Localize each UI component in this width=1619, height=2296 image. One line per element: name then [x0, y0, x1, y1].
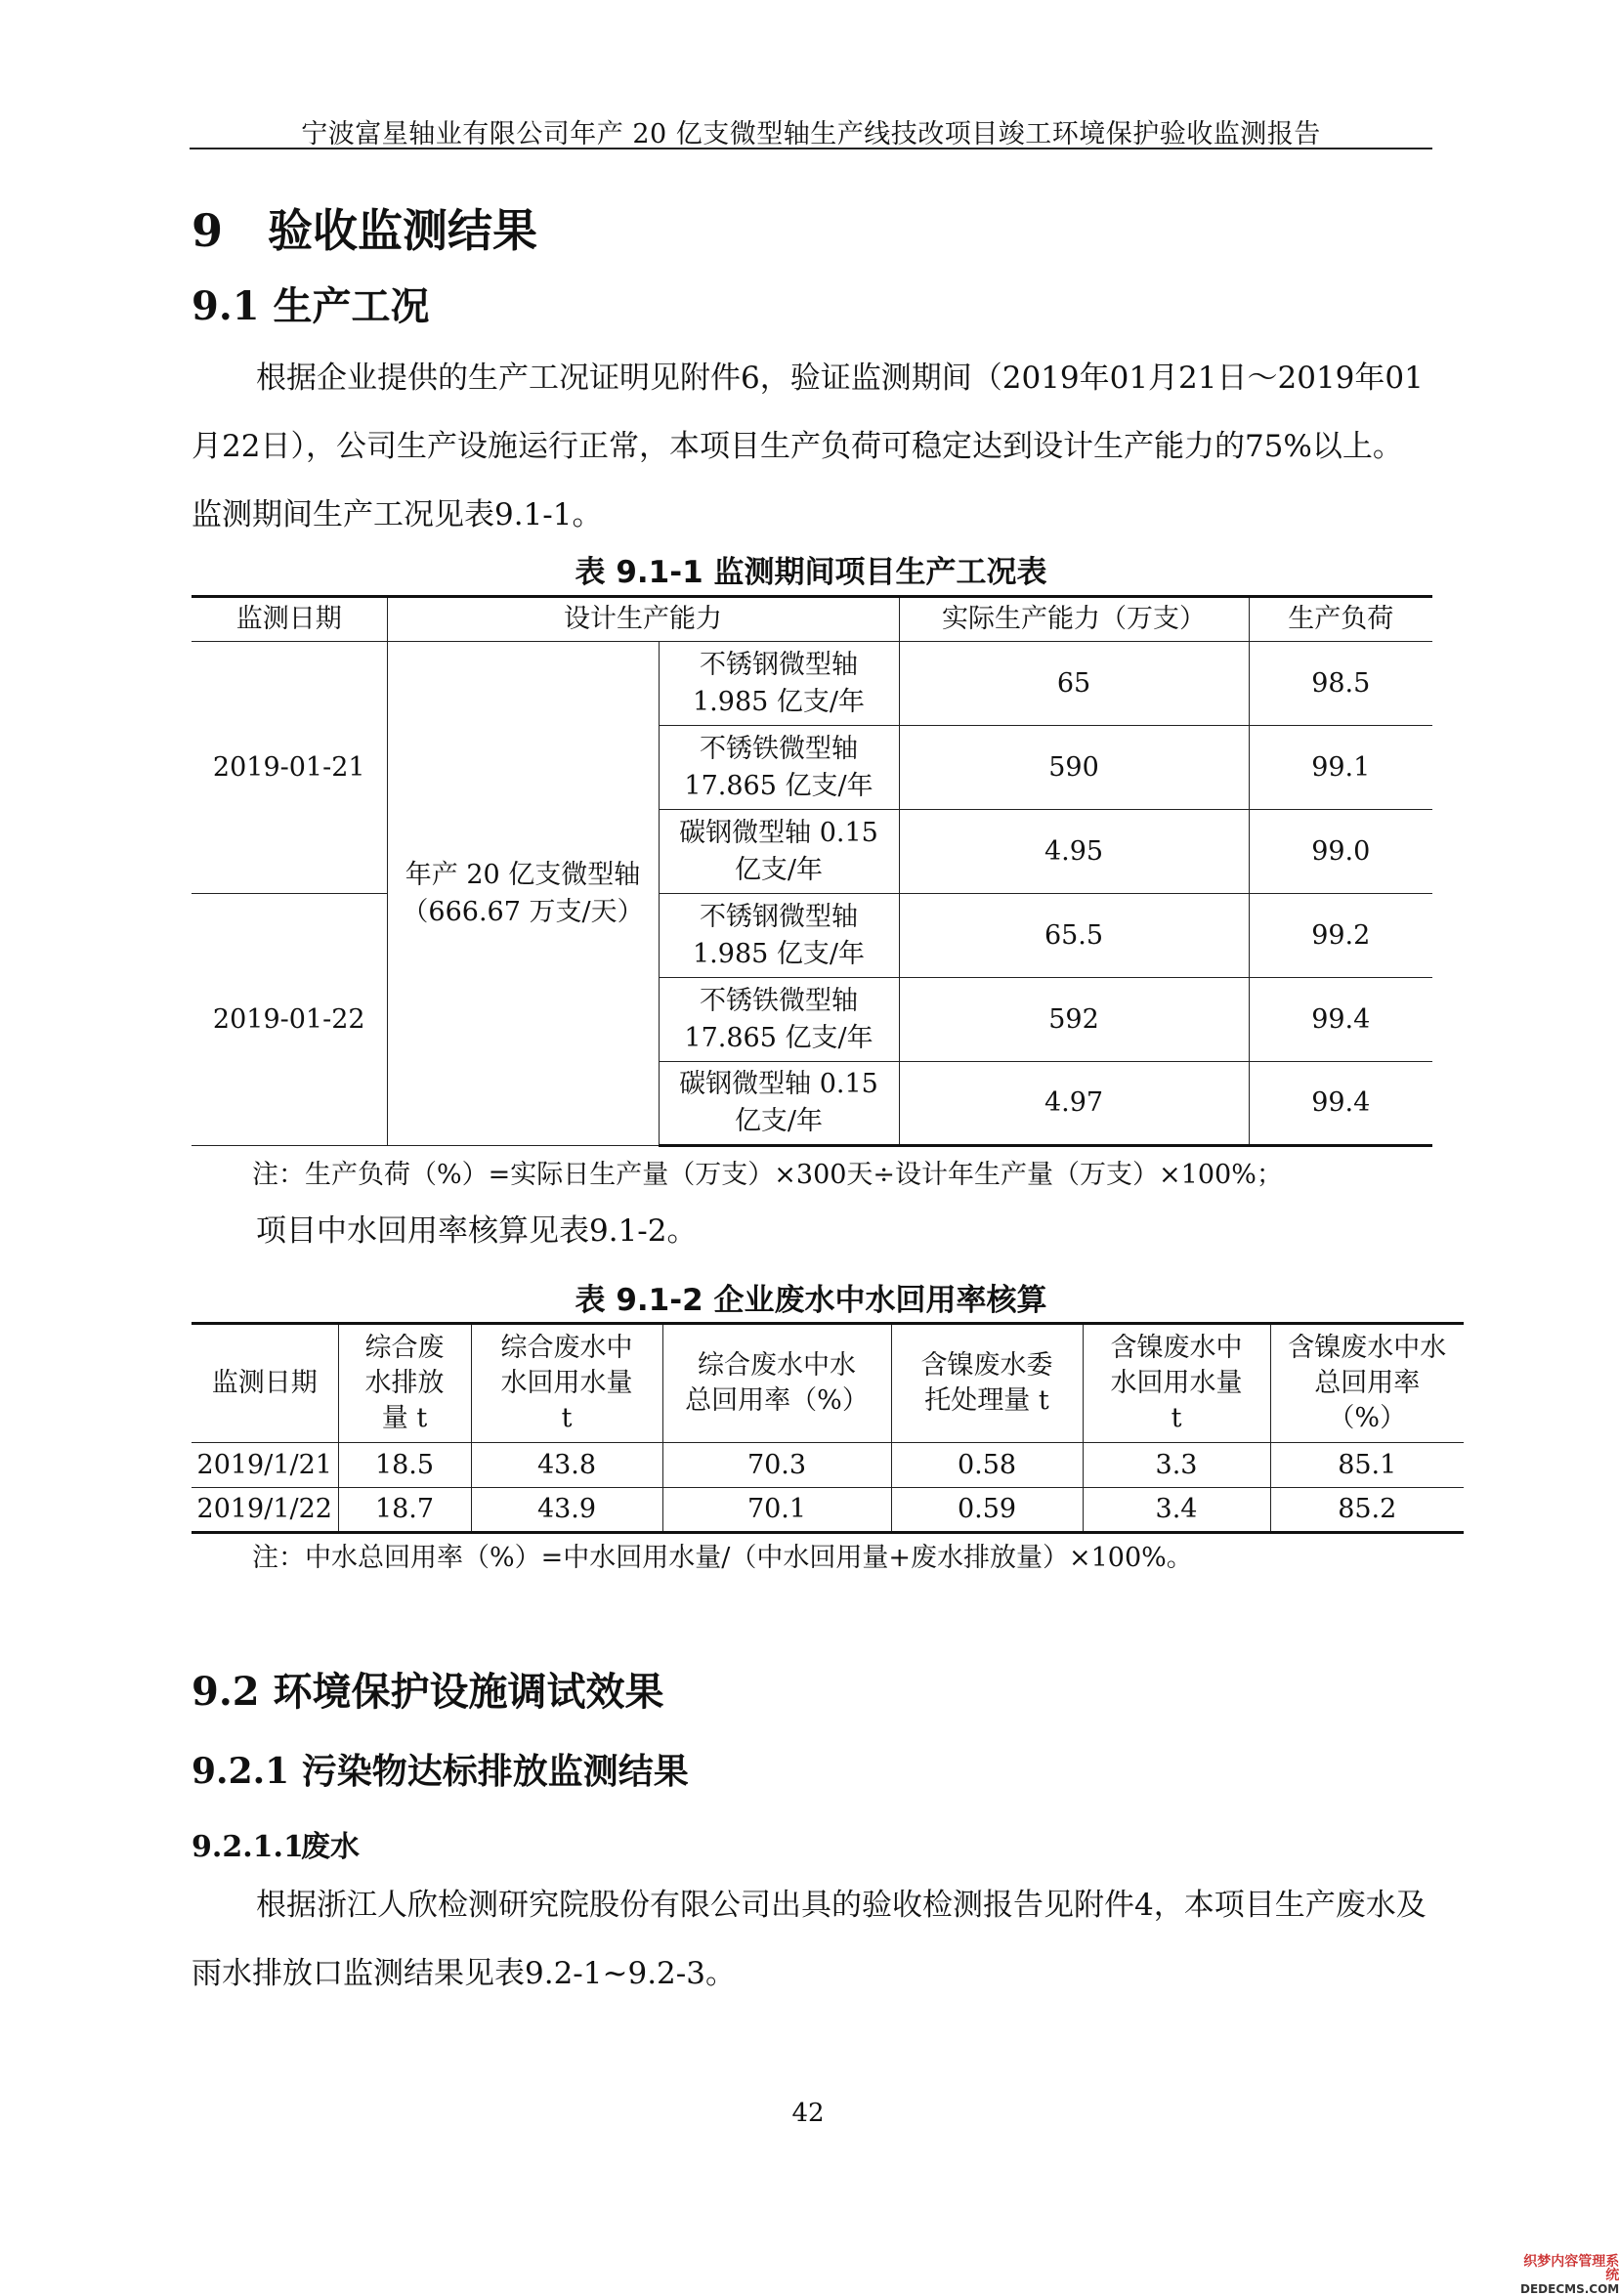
- table-row: [192, 894, 1432, 978]
- table2-header-reuse: 综合废水中 水回用水量 t: [471, 1324, 662, 1443]
- table-9-1-2-intro: 项目中水回用率核算见表9.1-2。: [256, 1213, 698, 1249]
- table-9-1-1-caption: 表 9.1-1 监测期间项目生产工况表: [575, 555, 1047, 590]
- header-rule: [190, 148, 1432, 149]
- page-number: 42: [791, 2099, 825, 2128]
- actual-cell: 65.5: [899, 894, 1249, 978]
- section-number: 9.2.1.1: [192, 1830, 304, 1864]
- actual-cell: 4.97: [899, 1062, 1249, 1146]
- table-9-1-1-note: 注：生产负荷（%）=实际日生产量（万支）×300天÷设计年生产量（万支）×100%；: [252, 1160, 1283, 1190]
- table2-header-nickel-outsourced: 含镍废水委 托处理量 t: [891, 1324, 1083, 1443]
- load-cell: 99.2: [1249, 894, 1432, 978]
- product-cell: 不锈钢微型轴 1.985 亿支/年: [659, 642, 899, 726]
- product-cell: 不锈钢微型轴 1.985 亿支/年: [659, 894, 899, 978]
- load-cell: 99.0: [1249, 810, 1432, 894]
- actual-cell: 65: [899, 642, 1249, 726]
- load-cell: 99.4: [1249, 978, 1432, 1062]
- product-cell: 不锈铁微型轴 17.865 亿支/年: [659, 978, 899, 1062]
- table-cell: 85.1: [1270, 1443, 1464, 1488]
- table-9-1-2-note: 注：中水总回用率（%）=中水回用水量/（中水回用量+废水排放量）×100%。: [252, 1543, 1193, 1573]
- table-cell: 70.1: [662, 1488, 891, 1533]
- table-9-1-2-caption: 表 9.1-2 企业废水中水回用率核算: [575, 1283, 1047, 1318]
- table-row: [192, 642, 1432, 726]
- table2-header-reuse-rate: 综合废水中水 总回用率（%）: [662, 1324, 891, 1443]
- design-total-line1: 年产 20 亿支微型轴: [405, 859, 641, 890]
- section-heading-9-1: 9.1 生产工况: [192, 283, 430, 329]
- production-table: [192, 595, 1432, 1147]
- table-row: [192, 1443, 1464, 1488]
- product-cell: 不锈铁微型轴 17.865 亿支/年: [659, 726, 899, 810]
- table2-header-nickel-reuse-rate: 含镍废水中水 总回用率 （%）: [1270, 1324, 1464, 1443]
- table1-header-load: 生产负荷: [1249, 597, 1432, 642]
- table2-header-date: 监测日期: [192, 1324, 338, 1443]
- watermark: [1520, 2255, 1619, 2296]
- date-cell: 2019-01-22: [192, 894, 387, 1146]
- report-header: 宁波富星轴业有限公司年产 20 亿支微型轴生产线技改项目竣工环境保护验收监测报告: [301, 119, 1321, 149]
- table2-header-discharge: 综合废 水排放 量 t: [338, 1324, 471, 1443]
- table-cell: 0.58: [891, 1443, 1083, 1488]
- table-cell: 18.5: [338, 1443, 471, 1488]
- table-cell: 43.8: [471, 1443, 662, 1488]
- table-cell: 0.59: [891, 1488, 1083, 1533]
- table-cell: 70.3: [662, 1443, 891, 1488]
- product-cell: 碳钢微型轴 0.15 亿支/年: [659, 1062, 899, 1146]
- table1-header-date: 监测日期: [192, 597, 387, 642]
- table2-header-nickel-reuse: 含镍废水中 水回用水量 t: [1083, 1324, 1270, 1443]
- water-reuse-table: [192, 1322, 1464, 1534]
- table-cell: 18.7: [338, 1488, 471, 1533]
- section-heading-9-2: 9.2 环境保护设施调试效果: [192, 1669, 664, 1715]
- chapter-title: 验收监测结果: [268, 204, 537, 257]
- table1-header-actual: 实际生产能力（万支）: [899, 597, 1249, 642]
- actual-cell: 4.95: [899, 810, 1249, 894]
- table-cell: 3.4: [1083, 1488, 1270, 1533]
- table-cell: 43.9: [471, 1488, 662, 1533]
- section-9-1-paragraph: 根据企业提供的生产工况证明见附件6，验证监测期间（2019年01月21日～2019年01月22日），公司生产设施运行正常，本项目生产负荷可稳定达到设计生产能力的75%以上。监测期间生产工况见表9.1-1。: [192, 361, 1424, 532]
- watermark-line2: DEDECMS.COM: [1520, 2282, 1619, 2296]
- design-total-cell: [387, 642, 659, 1146]
- table-cell: 85.2: [1270, 1488, 1464, 1533]
- chapter-heading: [192, 195, 537, 260]
- table1-header-design: 设计生产能力: [387, 597, 899, 642]
- watermark-line1: 织梦内容管理系统: [1523, 2254, 1619, 2283]
- section-title: 废水: [301, 1830, 360, 1864]
- table-row: [192, 1488, 1464, 1533]
- table-cell: 2019/1/21: [192, 1443, 338, 1488]
- section-heading-9-2-1-1: [192, 1822, 360, 1865]
- load-cell: 98.5: [1249, 642, 1432, 726]
- actual-cell: 590: [899, 726, 1249, 810]
- chapter-number: 9: [192, 204, 224, 257]
- date-cell: 2019-01-21: [192, 642, 387, 894]
- table-cell: 3.3: [1083, 1443, 1270, 1488]
- design-total-line2: （666.67 万支/天）: [402, 896, 644, 927]
- table-cell: 2019/1/22: [192, 1488, 338, 1533]
- product-cell: 碳钢微型轴 0.15 亿支/年: [659, 810, 899, 894]
- section-heading-9-2-1: 9.2.1 污染物达标排放监测结果: [192, 1751, 689, 1792]
- actual-cell: 592: [899, 978, 1249, 1062]
- section-9-2-1-1-paragraph: 根据浙江人欣检测研究院股份有限公司出具的验收检测报告见附件4，本项目生产废水及雨水排放口监测结果见表9.2-1~9.2-3。: [192, 1888, 1427, 1991]
- load-cell: 99.4: [1249, 1062, 1432, 1146]
- load-cell: 99.1: [1249, 726, 1432, 810]
